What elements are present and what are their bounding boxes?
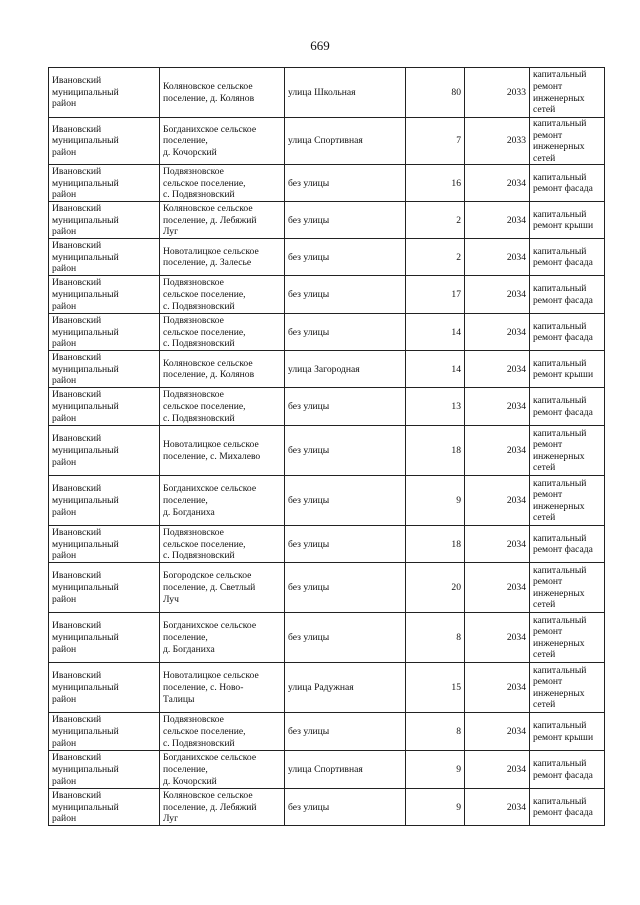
page-number: 669 (310, 38, 330, 53)
settlement-cell-text: Богородское сельское поселение, д. Светлый Луч (163, 570, 256, 605)
work-type-cell (530, 526, 605, 563)
settlement-cell (160, 713, 285, 751)
year-cell-text: 2034 (506, 214, 526, 226)
street-cell (285, 314, 406, 351)
district-cell-text: Ивановский муниципальный район (52, 314, 119, 350)
district-cell (49, 426, 160, 476)
district-cell-text: Ивановский муниципальный район (52, 620, 119, 655)
house-number-cell (406, 663, 465, 713)
table-row (49, 165, 605, 202)
street-cell-text: улица Радужная (288, 682, 354, 694)
house-number-cell-text: 9 (456, 801, 461, 813)
settlement-cell-text: Коляновское сельское поселение, д. Лебяжий Луг (163, 789, 257, 825)
year-cell-text: 2034 (506, 495, 526, 507)
work-type-cell-text: капитальный ремонт инженерных сетей (533, 614, 587, 661)
street-cell (285, 563, 406, 613)
work-type-cell (530, 239, 605, 276)
year-cell (465, 789, 530, 826)
table-row (49, 351, 605, 388)
table-row (49, 426, 605, 476)
district-cell-text: Ивановский муниципальный район (52, 670, 119, 705)
work-type-cell-text: капитальный ремонт фасада (533, 395, 593, 418)
house-number-cell-text: 20 (451, 582, 461, 594)
street-cell (285, 68, 406, 118)
house-number-cell-text: 7 (456, 135, 461, 147)
work-type-cell (530, 613, 605, 663)
house-number-cell-text: 2 (456, 251, 461, 263)
house-number-cell (406, 476, 465, 526)
house-number-cell-text: 2 (456, 214, 461, 226)
district-cell (49, 202, 160, 239)
house-number-cell-text: 16 (451, 177, 461, 189)
district-cell (49, 165, 160, 202)
district-cell (49, 713, 160, 751)
work-type-cell-text: капитальный ремонт инженерных сетей (533, 477, 587, 524)
work-type-cell-text: капитальный ремонт крыши (533, 357, 594, 381)
house-number-cell-text: 14 (451, 326, 461, 338)
house-number-cell (406, 713, 465, 751)
street-cell-text: без улицы (288, 214, 330, 226)
house-number-cell-text: 8 (456, 632, 461, 644)
settlement-cell-text: Подвязновское сельское поселение, с. Подвязновский (163, 526, 246, 562)
settlement-cell (160, 118, 285, 165)
settlement-cell (160, 165, 285, 202)
district-cell (49, 276, 160, 314)
table-row (49, 314, 605, 351)
settlement-cell-text: Коляновское сельское поселение, д. Лебяжий Луг (163, 202, 257, 238)
street-cell (285, 426, 406, 476)
street-cell (285, 789, 406, 826)
settlement-cell (160, 476, 285, 526)
settlement-cell-text: Коляновское сельское поселение, д. Колянов (163, 80, 255, 104)
work-type-cell (530, 789, 605, 826)
settlement-cell-text: Новоталицкое сельское поселение, с. Ново- Талицы (163, 670, 259, 705)
work-type-cell (530, 165, 605, 202)
house-number-cell-text: 8 (456, 726, 461, 738)
work-type-cell-text: капитальный ремонт инженерных сетей (533, 118, 587, 164)
table-row (49, 239, 605, 276)
street-cell-text: улица Школьная (288, 86, 356, 98)
district-cell-text: Ивановский муниципальный район (52, 202, 119, 238)
street-cell (285, 713, 406, 751)
house-number-cell-text: 13 (451, 401, 461, 413)
work-type-cell (530, 426, 605, 476)
district-cell-text: Ивановский муниципальный район (52, 165, 119, 201)
work-type-cell (530, 202, 605, 239)
street-cell (285, 118, 406, 165)
street-cell-text: без улицы (288, 726, 330, 738)
table-row (49, 751, 605, 789)
table-row (49, 68, 605, 118)
street-cell-text: без улицы (288, 495, 330, 507)
house-number-cell (406, 789, 465, 826)
house-number-cell (406, 202, 465, 239)
house-number-cell (406, 388, 465, 426)
table-row (49, 202, 605, 239)
year-cell-text: 2034 (506, 401, 526, 413)
district-cell-text: Ивановский муниципальный район (52, 570, 119, 605)
settlement-cell (160, 276, 285, 314)
table-body (49, 68, 605, 826)
district-cell (49, 789, 160, 826)
table-row (49, 276, 605, 314)
year-cell-text: 2034 (506, 538, 526, 550)
settlement-cell (160, 426, 285, 476)
street-cell-text: без улицы (288, 177, 330, 189)
house-number-cell-text: 9 (456, 764, 461, 776)
year-cell (465, 476, 530, 526)
year-cell (465, 663, 530, 713)
table-row (49, 118, 605, 165)
district-cell (49, 526, 160, 563)
street-cell-text: улица Загородная (288, 363, 360, 375)
table-row (49, 789, 605, 826)
work-type-cell-text: капитальный ремонт фасада (533, 245, 593, 269)
year-cell-text: 2034 (506, 682, 526, 694)
work-type-cell-text: капитальный ремонт крыши (533, 720, 594, 743)
year-cell-text: 2034 (506, 801, 526, 813)
year-cell (465, 202, 530, 239)
table-row (49, 526, 605, 563)
street-cell-text: улица Спортивная (288, 135, 363, 147)
year-cell-text: 2034 (506, 632, 526, 644)
house-number-cell (406, 276, 465, 314)
work-type-cell-text: капитальный ремонт крыши (533, 208, 594, 232)
street-cell-text: без улицы (288, 538, 330, 550)
district-cell (49, 314, 160, 351)
work-type-cell-text: капитальный ремонт фасада (533, 171, 593, 195)
year-cell-text: 2034 (506, 363, 526, 375)
work-type-cell-text: капитальный ремонт фасада (533, 795, 593, 819)
year-cell (465, 68, 530, 118)
street-cell-text: без улицы (288, 632, 330, 644)
settlement-cell-text: Богданихское сельское поселение, д. Богданиха (163, 620, 257, 655)
table-row (49, 476, 605, 526)
street-cell (285, 663, 406, 713)
repair-schedule-table (48, 67, 605, 826)
work-type-cell (530, 388, 605, 426)
work-type-cell-text: капитальный ремонт инженерных сетей (533, 564, 587, 611)
settlement-cell-text: Подвязновское сельское поселение, с. Подвязновский (163, 277, 246, 312)
year-cell-text: 2033 (506, 135, 526, 147)
street-cell-text: без улицы (288, 582, 330, 594)
house-number-cell (406, 68, 465, 118)
district-cell (49, 663, 160, 713)
house-number-cell (406, 563, 465, 613)
work-type-cell-text: капитальный ремонт инженерных сетей (533, 664, 587, 711)
work-type-cell (530, 751, 605, 789)
house-number-cell (406, 118, 465, 165)
district-cell-text: Ивановский муниципальный район (52, 351, 119, 387)
street-cell (285, 751, 406, 789)
settlement-cell (160, 613, 285, 663)
district-cell-text: Ивановский муниципальный район (52, 123, 119, 158)
district-cell-text: Ивановский муниципальный район (52, 389, 119, 424)
district-cell (49, 751, 160, 789)
year-cell (465, 388, 530, 426)
house-number-cell (406, 526, 465, 563)
district-cell-text: Ивановский муниципальный район (52, 239, 119, 275)
district-cell-text: Ивановский муниципальный район (52, 752, 119, 787)
settlement-cell (160, 351, 285, 388)
district-cell-text: Ивановский муниципальный район (52, 75, 119, 110)
house-number-cell (406, 165, 465, 202)
house-number-cell (406, 751, 465, 789)
settlement-cell-text: Подвязновское сельское поселение, с. Подвязновский (163, 714, 246, 749)
settlement-cell (160, 789, 285, 826)
year-cell (465, 118, 530, 165)
house-number-cell-text: 80 (451, 86, 461, 98)
year-cell-text: 2034 (506, 289, 526, 301)
work-type-cell (530, 276, 605, 314)
street-cell (285, 239, 406, 276)
street-cell-text: без улицы (288, 801, 330, 813)
work-type-cell (530, 476, 605, 526)
settlement-cell (160, 663, 285, 713)
settlement-cell (160, 526, 285, 563)
table-row (49, 663, 605, 713)
work-type-cell (530, 713, 605, 751)
settlement-cell-text: Богданихское сельское поселение, д. Богданиха (163, 483, 257, 518)
street-cell (285, 476, 406, 526)
street-cell (285, 165, 406, 202)
district-cell-text: Ивановский муниципальный район (52, 277, 119, 312)
table-row (49, 713, 605, 751)
district-cell-text: Ивановский муниципальный район (52, 714, 119, 749)
settlement-cell (160, 239, 285, 276)
work-type-cell-text: капитальный ремонт инженерных сетей (533, 427, 587, 474)
district-cell (49, 68, 160, 118)
settlement-cell-text: Богданихское сельское поселение, д. Кочорский (163, 123, 257, 158)
work-type-cell (530, 351, 605, 388)
street-cell (285, 613, 406, 663)
house-number-cell-text: 18 (451, 538, 461, 550)
year-cell (465, 526, 530, 563)
settlement-cell (160, 68, 285, 118)
house-number-cell (406, 613, 465, 663)
district-cell-text: Ивановский муниципальный район (52, 789, 119, 825)
street-cell-text: без улицы (288, 251, 330, 263)
house-number-cell (406, 426, 465, 476)
district-cell (49, 118, 160, 165)
work-type-cell (530, 663, 605, 713)
work-type-cell-text: капитальный ремонт инженерных сетей (533, 69, 587, 116)
table-row (49, 613, 605, 663)
year-cell-text: 2034 (506, 326, 526, 338)
house-number-cell-text: 17 (451, 289, 461, 301)
street-cell (285, 526, 406, 563)
settlement-cell (160, 563, 285, 613)
street-cell-text: без улицы (288, 326, 330, 338)
house-number-cell (406, 239, 465, 276)
year-cell-text: 2034 (506, 764, 526, 776)
year-cell-text: 2034 (506, 582, 526, 594)
settlement-cell (160, 314, 285, 351)
house-number-cell-text: 18 (451, 445, 461, 457)
district-cell-text: Ивановский муниципальный район (52, 483, 119, 518)
year-cell (465, 314, 530, 351)
year-cell (465, 426, 530, 476)
work-type-cell (530, 314, 605, 351)
year-cell (465, 751, 530, 789)
street-cell-text: без улицы (288, 289, 330, 301)
work-type-cell (530, 563, 605, 613)
street-cell (285, 351, 406, 388)
house-number-cell (406, 351, 465, 388)
year-cell (465, 563, 530, 613)
table-row (49, 563, 605, 613)
district-cell (49, 388, 160, 426)
house-number-cell-text: 9 (456, 495, 461, 507)
settlement-cell-text: Новоталицкое сельское поселение, д. Залесье (163, 245, 259, 269)
street-cell (285, 202, 406, 239)
street-cell-text: без улицы (288, 445, 330, 457)
settlement-cell-text: Подвязновское сельское поселение, с. Подвязновский (163, 165, 246, 201)
house-number-cell-text: 14 (451, 363, 461, 375)
settlement-cell-text: Коляновское сельское поселение, д. Колянов (163, 357, 255, 381)
work-type-cell-text: капитальный ремонт фасада (533, 532, 593, 556)
district-cell (49, 239, 160, 276)
settlement-cell-text: Подвязновское сельское поселение, с. Подвязновский (163, 314, 246, 350)
work-type-cell (530, 68, 605, 118)
settlement-cell-text: Подвязновское сельское поселение, с. Подвязновский (163, 389, 246, 424)
house-number-cell-text: 15 (451, 682, 461, 694)
year-cell (465, 351, 530, 388)
settlement-cell (160, 751, 285, 789)
year-cell (465, 239, 530, 276)
district-cell (49, 563, 160, 613)
year-cell (465, 165, 530, 202)
year-cell-text: 2034 (506, 445, 526, 457)
year-cell-text: 2034 (506, 177, 526, 189)
year-cell-text: 2034 (506, 251, 526, 263)
year-cell (465, 276, 530, 314)
district-cell (49, 351, 160, 388)
work-type-cell-text: капитальный ремонт фасада (533, 320, 593, 344)
year-cell-text: 2034 (506, 726, 526, 738)
work-type-cell (530, 118, 605, 165)
work-type-cell-text: капитальный ремонт фасада (533, 283, 593, 306)
year-cell (465, 713, 530, 751)
street-cell (285, 388, 406, 426)
settlement-cell-text: Новоталицкое сельское поселение, с. Михалево (163, 439, 261, 462)
table-row (49, 388, 605, 426)
district-cell (49, 613, 160, 663)
street-cell (285, 276, 406, 314)
settlement-cell (160, 202, 285, 239)
house-number-cell (406, 314, 465, 351)
district-cell-text: Ивановский муниципальный район (52, 526, 119, 562)
street-cell-text: без улицы (288, 401, 330, 413)
street-cell-text: улица Спортивная (288, 764, 363, 776)
district-cell-text: Ивановский муниципальный район (52, 433, 119, 468)
settlement-cell-text: Богданихское сельское поселение, д. Кочорский (163, 752, 257, 787)
settlement-cell (160, 388, 285, 426)
district-cell (49, 476, 160, 526)
year-cell (465, 613, 530, 663)
work-type-cell-text: капитальный ремонт фасада (533, 758, 593, 781)
year-cell-text: 2033 (506, 86, 526, 98)
